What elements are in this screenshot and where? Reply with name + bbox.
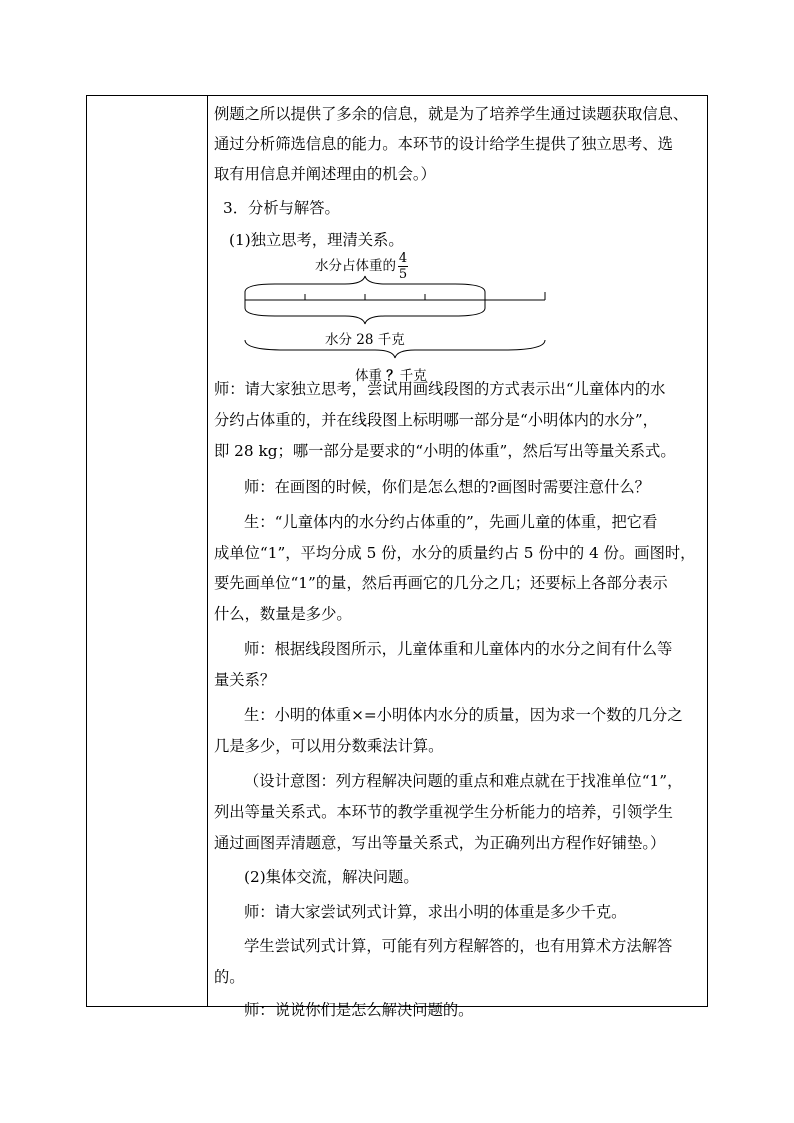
weight-label: 体重 ？千克	[355, 368, 427, 384]
top-brace	[245, 276, 485, 292]
diagram-top-label: 水分占体重的 $\frac{4}{5}$	[315, 251, 408, 282]
design-note-line: （设计意图：列方程解决问题的重点和难点就在于找准单位“1”，	[244, 772, 683, 790]
text-line: 什么，数量是多少。	[214, 605, 352, 623]
text-line: 分约占体重的，并在线段图上标明哪一部分是“小明体内的水分”，	[214, 411, 658, 429]
section-heading: 3．分析与解答。	[223, 199, 340, 217]
segment-diagram-svg	[245, 270, 575, 420]
text-line: 成单位“1”，平均分成 5 份，水分的质量约占 5 份中的 4 份。画图时，	[214, 544, 696, 562]
subsection-heading: (1)独立思考，理清关系。	[229, 231, 404, 249]
text-line: 通过分析筛选信息的能力。本环节的设计给学生提供了独立思考、选	[214, 135, 673, 153]
segment-diagram	[150, 230, 480, 384]
text-line: 师：说说你们是怎么解决问题的。	[244, 1001, 474, 1019]
text-line: 量关系？	[214, 671, 276, 689]
water-brace	[245, 308, 485, 324]
text-line: 师：请大家尝试列式计算，求出小明的体重是多少千克。	[244, 903, 627, 921]
text-line: 要先画单位“1”的量，然后再画它的几分之几；还要标上各部分表示	[214, 574, 668, 592]
text-line: 几是多少，可以用分数乘法计算。	[214, 737, 444, 755]
water-label: 水分 28 千克	[325, 332, 405, 348]
text-line: 生：“儿童体内的水分约占体重的”，先画儿童的体重，把它看	[244, 513, 658, 531]
text-line: 师：在画图的时候，你们是怎么想的?画图时需要注意什么？	[244, 478, 650, 496]
text-line: 师：根据线段图所示，儿童体重和儿童体内的水分之间有什么等	[244, 640, 673, 658]
text-line: 师：请大家独立思考，尝试用画线段图的方式表示出“儿童体内的水	[214, 380, 666, 398]
subsection-heading: (2)集体交流，解决问题。	[244, 868, 419, 886]
design-note-line: 列出等量关系式。本环节的教学重视学生分析能力的培养，引领学生	[214, 803, 673, 821]
text-line: 的。	[214, 968, 245, 986]
text-line: 即 28 kg；哪一部分是要求的“小明的体重”，然后写出等量关系式。	[214, 442, 676, 460]
text-line: 取有用信息并阐述理由的机会。）	[214, 165, 436, 183]
text-line: 例题之所以提供了多余的信息，就是为了培养学生通过读题获取信息、	[214, 105, 689, 123]
fraction-four-fifths: $\frac{4}{5}$	[398, 251, 408, 282]
text-line: 学生尝试列式计算，可能有列方程解答的，也有用算术方法解答	[244, 937, 673, 955]
design-note-line: 通过画图弄清题意，写出等量关系式，为正确列出方程作好铺垫。）	[214, 834, 666, 852]
text-line: 生：小明的体重×=小明体内水分的质量，因为求一个数的几分之	[244, 706, 683, 724]
